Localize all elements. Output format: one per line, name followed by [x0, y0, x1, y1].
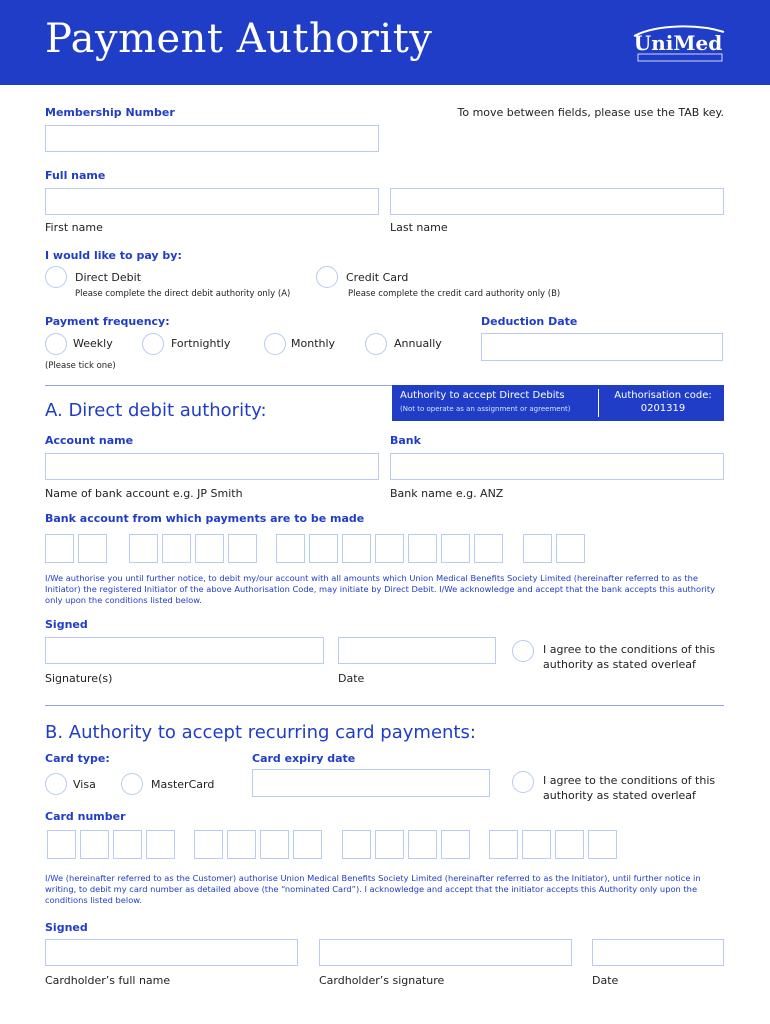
first-name-input[interactable] [45, 188, 379, 215]
card-number-digit-box[interactable] [80, 830, 109, 859]
tick-one-note: (Please tick one) [45, 361, 116, 371]
bank-input[interactable] [390, 453, 724, 480]
direct-debit-note: Please complete the direct debit authority only (A) [75, 289, 291, 299]
bank-account-digit-box[interactable] [556, 534, 585, 563]
auth-code-value: 0201319 [640, 403, 686, 414]
bank-account-digit-box[interactable] [375, 534, 404, 563]
card-number-digit-box[interactable] [441, 830, 470, 859]
section-a-divider [45, 385, 392, 386]
card-authorise-text: I/We (hereinafter referred to as the Customer) authorise Union Medical Benefits Society Limited (hereinafter referred to as the Initiator), until further notice in writing, to debit my card number as detailed above (the “nominated Card”). I acknowledge and accept that the initiator accepts this Authority only upon the conditions listed below. [45, 873, 701, 906]
card-number-digit-box[interactable] [227, 830, 256, 859]
tab-hint: To move between fields, please use the TAB key. [457, 106, 724, 119]
membership-label: Membership Number [45, 106, 175, 119]
card-number-digit-box[interactable] [522, 830, 551, 859]
bank-hint: Bank name e.g. ANZ [390, 487, 504, 500]
card-type-label: Card type: [45, 752, 110, 765]
page-title: Payment Authority [45, 16, 433, 62]
card-number-digit-box[interactable] [47, 830, 76, 859]
first-name-caption: First name [45, 221, 103, 234]
monthly-label: Monthly [291, 337, 336, 350]
credit-card-label: Credit Card [346, 271, 409, 284]
bank-account-digit-box[interactable] [408, 534, 437, 563]
direct-debit-radio[interactable] [45, 266, 67, 288]
cardholder-name-caption: Cardholder’s full name [45, 974, 171, 987]
cardholder-signature-input[interactable] [319, 939, 572, 966]
full-name-label: Full name [45, 169, 106, 182]
card-number-digit-box[interactable] [342, 830, 371, 859]
section-a-date-caption: Date [338, 672, 365, 685]
fortnightly-radio[interactable] [142, 333, 164, 355]
bank-account-digit-box[interactable] [441, 534, 470, 563]
section-b-divider [45, 705, 724, 706]
bank-account-digit-box[interactable] [276, 534, 305, 563]
bank-account-digit-box[interactable] [45, 534, 74, 563]
section-a-agree-checkbox[interactable] [512, 640, 534, 662]
monthly-radio[interactable] [264, 333, 286, 355]
cardholder-name-input[interactable] [45, 939, 298, 966]
section-a-agree-text: I agree to the conditions of this authority as stated overleaf [543, 643, 716, 671]
bank-account-digit-box[interactable] [78, 534, 107, 563]
last-name-caption: Last name [390, 221, 448, 234]
frequency-label: Payment frequency: [45, 315, 170, 328]
authority-note: (Not to operate as an assignment or agreement) [400, 405, 571, 413]
bank-account-digit-box[interactable] [195, 534, 224, 563]
section-b-date-input[interactable] [592, 939, 724, 966]
annually-label: Annually [394, 337, 442, 350]
bank-account-digit-box[interactable] [162, 534, 191, 563]
weekly-radio[interactable] [45, 333, 67, 355]
visa-radio[interactable] [45, 773, 67, 795]
mastercard-radio[interactable] [121, 773, 143, 795]
card-number-digit-box[interactable] [293, 830, 322, 859]
section-b-agree-checkbox[interactable] [512, 771, 534, 793]
authority-title: Authority to accept Direct Debits [400, 390, 565, 401]
signature-input[interactable] [45, 637, 324, 664]
bank-account-digit-box[interactable] [309, 534, 338, 563]
fortnightly-label: Fortnightly [171, 337, 231, 350]
account-name-label: Account name [45, 434, 134, 447]
card-number-digit-box[interactable] [113, 830, 142, 859]
card-number-digit-box[interactable] [375, 830, 404, 859]
account-name-input[interactable] [45, 453, 379, 480]
bank-account-digit-box[interactable] [523, 534, 552, 563]
expiry-label: Card expiry date [252, 752, 356, 765]
bank-label: Bank [390, 434, 421, 447]
section-b-title: B. Authority to accept recurring card payments: [45, 722, 476, 743]
bank-account-digit-box[interactable] [474, 534, 503, 563]
card-number-digit-box[interactable] [408, 830, 437, 859]
credit-card-radio[interactable] [316, 266, 338, 288]
credit-card-note: Please complete the credit card authority only (B) [348, 289, 561, 299]
card-number-digit-box[interactable] [194, 830, 223, 859]
card-number-digit-box[interactable] [146, 830, 175, 859]
card-number-digit-box[interactable] [489, 830, 518, 859]
deduction-date-input[interactable] [481, 333, 723, 361]
authority-banner [392, 385, 724, 421]
card-number-digit-box[interactable] [588, 830, 617, 859]
card-number-digit-box[interactable] [260, 830, 289, 859]
section-a-date-input[interactable] [338, 637, 496, 664]
auth-code-label: Authorisation code: [614, 390, 712, 401]
section-a-signed-label: Signed [45, 618, 88, 631]
annually-radio[interactable] [365, 333, 387, 355]
expiry-date-input[interactable] [252, 769, 490, 797]
mastercard-label: MasterCard [151, 778, 215, 791]
card-number-label: Card number [45, 810, 126, 823]
direct-debit-label: Direct Debit [75, 271, 142, 284]
bank-account-digit-box[interactable] [342, 534, 371, 563]
banner-divider [598, 389, 599, 417]
section-b-date-caption: Date [592, 974, 619, 987]
account-name-hint: Name of bank account e.g. JP Smith [45, 487, 243, 500]
unimed-logo [628, 22, 728, 64]
direct-debit-authorise-text: I/We authorise you until further notice, to debit my/our account with all amounts which Union Medical Benefits Society Limited (hereinafter referred to as the Initiator) the registered Initiator of the above Authorisation Code, may initiate by Direct Debit. I/We acknowledge and accept that the bank accepts this authority only upon the conditions listed below. [45, 573, 715, 606]
membership-number-input[interactable] [45, 125, 379, 152]
section-a-title: A. Direct debit authority: [45, 400, 267, 421]
svg-text:UniMed: UniMed [633, 31, 723, 55]
cardholder-signature-caption: Cardholder’s signature [319, 974, 445, 987]
section-b-agree-text: I agree to the conditions of this authority as stated overleaf [543, 774, 716, 802]
deduction-date-label: Deduction Date [481, 315, 578, 328]
section-b-signed-label: Signed [45, 921, 88, 934]
weekly-label: Weekly [73, 337, 113, 350]
bank-account-digit-box[interactable] [129, 534, 158, 563]
bank-account-label: Bank account from which payments are to be made [45, 512, 365, 525]
card-number-digit-box[interactable] [555, 830, 584, 859]
visa-label: Visa [73, 778, 96, 791]
bank-account-digit-box[interactable] [228, 534, 257, 563]
last-name-input[interactable] [390, 188, 724, 215]
pay-by-label: I would like to pay by: [45, 249, 182, 262]
signature-caption: Signature(s) [45, 672, 113, 685]
